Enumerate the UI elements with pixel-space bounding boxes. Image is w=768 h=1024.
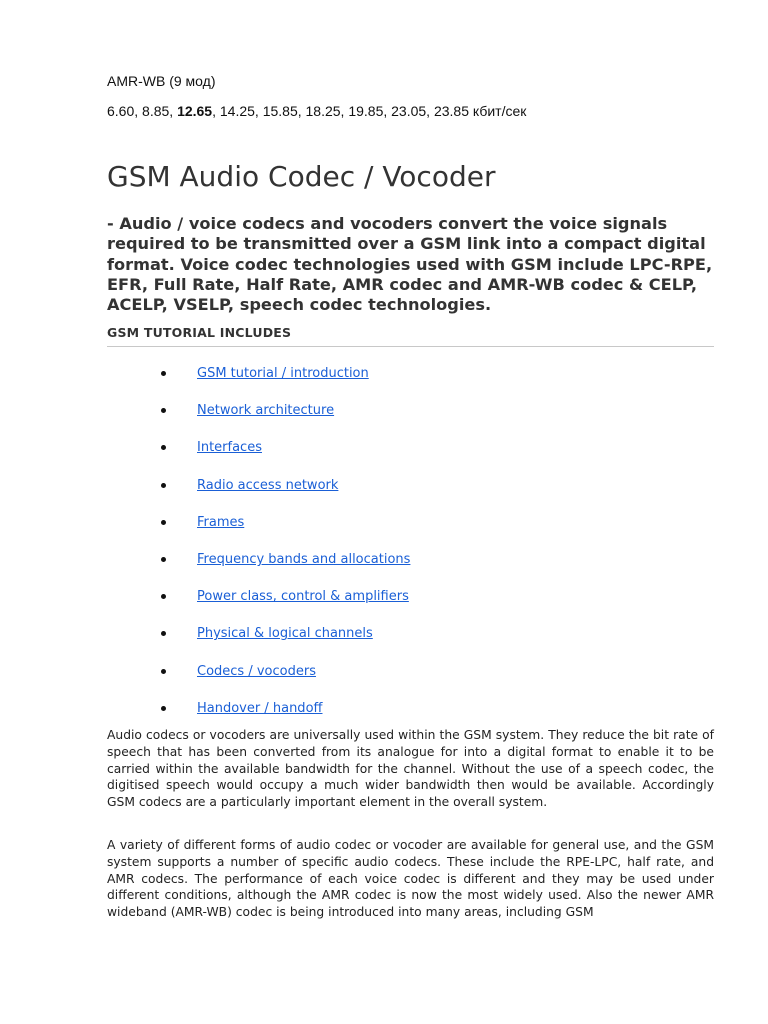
codec-bitrate-list <box>107 103 526 119</box>
bullet-icon <box>161 631 166 636</box>
bullet-icon <box>161 669 166 674</box>
bullet-icon <box>161 594 166 599</box>
body-paragraph-1: Audio codecs or vocoders are universally used within the GSM system. They reduce the bit rate of speech that has been converted from its analogue for into a digital format to enable it to be carried within the available bandwidth for the channel. Without the use of a speech codec, the digitised speech would occupy a much wider bandwidth then would be available. Accordingly GSM codecs are a particularly important element in the overall system. <box>107 728 714 810</box>
tutorial-link-channels[interactable]: Physical & logical channels <box>197 626 373 642</box>
bitrates-trailing: , 14.25, 15.85, 18.25, 19.85, 23.05, 23.85 кбит/сек <box>212 103 527 119</box>
tutorial-link-frames[interactable]: Frames <box>197 514 245 530</box>
tutorial-link-radio-access-network[interactable]: Radio access network <box>197 477 339 493</box>
body-paragraph-2: A variety of different forms of audio codec or vocoder are available for general use, and the GSM system supports a number of specific audio codecs. These include the RPE-LPC, half rate, and AMR codecs. The performance of each voice codec is different and they may be used under different conditions, although the AMR codec is now the most widely used. Also the newer AMR wideband (AMR-WB) codec is being introduced into many areas, including GSM <box>107 838 714 920</box>
intro-summary: - Audio / voice codecs and vocoders convert the voice signals required to be transmitted over a GSM link into a compact digital format. Voice codec technologies used with GSM include LPC-RPE, EFR, Full Rate, Half Rate, AMR codec and AMR-WB codec & CELP, ACELP, VSELP, speech codec technologies. <box>107 214 713 315</box>
tutorial-link-interfaces[interactable]: Interfaces <box>197 440 262 456</box>
bullet-icon <box>161 445 166 450</box>
bullet-icon <box>161 706 166 711</box>
bullet-icon <box>161 371 166 376</box>
tutorial-link-power-class[interactable]: Power class, control & amplifiers <box>197 589 409 605</box>
tutorial-link-frequency-bands[interactable]: Frequency bands and allocations <box>197 551 411 567</box>
tutorial-link-introduction[interactable]: GSM tutorial / introduction <box>197 366 369 381</box>
bullet-icon <box>161 520 166 525</box>
bitrates-leading: 6.60, 8.85, <box>107 103 178 119</box>
page-title: GSM Audio Codec / Vocoder <box>107 160 496 193</box>
tutorial-link-network-architecture[interactable]: Network architecture <box>197 403 335 419</box>
tutorial-link-codecs[interactable]: Codecs / vocoders <box>197 663 316 679</box>
tutorial-link-handover[interactable]: Handover / handoff <box>197 700 323 716</box>
bullet-icon <box>161 408 166 413</box>
codec-mode-title: AMR-WB (9 мод) <box>107 73 216 89</box>
bullet-icon <box>161 557 166 562</box>
tutorial-section-label: GSM TUTORIAL INCLUDES <box>107 325 714 347</box>
bullet-icon <box>161 483 166 488</box>
bitrate-highlighted: 12.65 <box>177 103 213 119</box>
